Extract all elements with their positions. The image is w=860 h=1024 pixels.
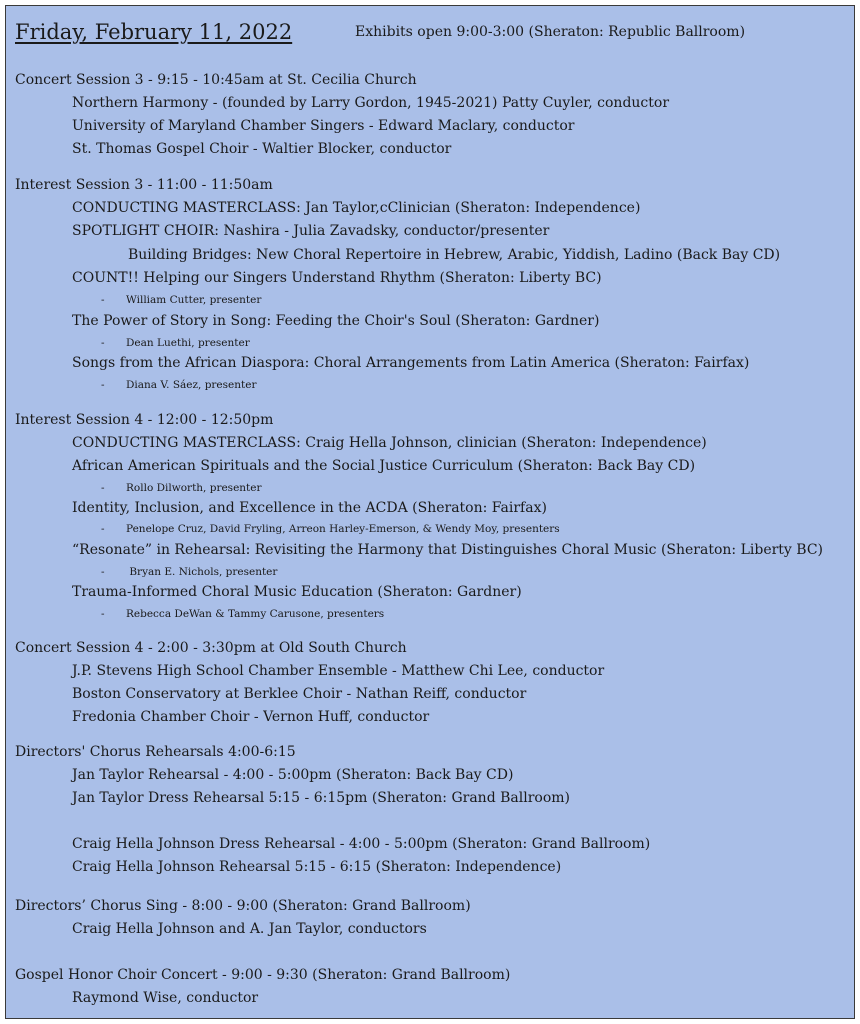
presenter-text: Rebecca DeWan & Tammy Carusone, presenters bbox=[126, 608, 385, 620]
session-heading: Interest Session 4 - 12:00 - 12:50pm bbox=[15, 412, 274, 428]
session-item: The Power of Story in Song: Feeding the Choir's Soul (Sheraton: Gardner) bbox=[72, 313, 600, 329]
session-heading: Directors’ Chorus Sing - 8:00 - 9:00 (Sheraton: Grand Ballroom) bbox=[15, 898, 471, 914]
schedule-page bbox=[5, 5, 855, 1019]
session-item: CONDUCTING MASTERCLASS: Craig Hella Johnson, clinician (Sheraton: Independence) bbox=[72, 435, 707, 451]
presenter-text: Penelope Cruz, David Fryling, Arreon Harley-Emerson, & Wendy Moy, presenters bbox=[126, 523, 560, 535]
presenter-text: Bryan E. Nichols, presenter bbox=[126, 566, 278, 578]
session-item: Craig Hella Johnson Rehearsal 5:15 - 6:15 (Sheraton: Independence) bbox=[72, 859, 562, 875]
session-heading: Concert Session 4 - 2:00 - 3:30pm at Old South Church bbox=[15, 640, 407, 656]
bullet-dash: - bbox=[101, 482, 105, 494]
presenter-text: Dean Luethi, presenter bbox=[126, 337, 250, 349]
session-item: African American Spirituals and the Social Justice Curriculum (Sheraton: Back Bay CD) bbox=[72, 458, 696, 474]
session-item: CONDUCTING MASTERCLASS: Jan Taylor,cClinician (Sheraton: Independence) bbox=[72, 200, 641, 216]
session-item: Fredonia Chamber Choir - Vernon Huff, conductor bbox=[72, 709, 430, 725]
presenter-line bbox=[101, 522, 560, 536]
session-item: Identity, Inclusion, and Excellence in the ACDA (Sheraton: Fairfax) bbox=[72, 500, 547, 516]
session-item: University of Maryland Chamber Singers - Edward Maclary, conductor bbox=[72, 118, 575, 134]
presenter-line bbox=[101, 336, 250, 350]
presenter-text: Diana V. Sáez, presenter bbox=[126, 379, 257, 391]
session-item: Jan Taylor Rehearsal - 4:00 - 5:00pm (Sheraton: Back Bay CD) bbox=[72, 767, 514, 783]
session-heading: Gospel Honor Choir Concert - 9:00 - 9:30 (Sheraton: Grand Ballroom) bbox=[15, 967, 511, 983]
bullet-dash: - bbox=[101, 294, 105, 306]
session-item: Craig Hella Johnson and A. Jan Taylor, conductors bbox=[72, 921, 427, 937]
exhibits-note: Exhibits open 9:00-3:00 (Sheraton: Republic Ballroom) bbox=[355, 24, 746, 40]
session-item: Songs from the African Diaspora: Choral Arrangements from Latin America (Sheraton: Fairfax) bbox=[72, 355, 750, 371]
session-heading: Concert Session 3 - 9:15 - 10:45am at St. Cecilia Church bbox=[15, 72, 417, 88]
session-item: COUNT!! Helping our Singers Understand Rhythm (Sheraton: Liberty BC) bbox=[72, 270, 602, 286]
presenter-line bbox=[101, 565, 277, 579]
presenter-line bbox=[101, 607, 384, 621]
session-item: Northern Harmony - (founded by Larry Gordon, 1945-2021) Patty Cuyler, conductor bbox=[72, 95, 670, 111]
date-title: Friday, February 11, 2022 bbox=[15, 20, 293, 44]
session-item: Trauma-Informed Choral Music Education (Sheraton: Gardner) bbox=[72, 584, 522, 600]
session-item: Raymond Wise, conductor bbox=[72, 990, 259, 1006]
presenter-line bbox=[101, 378, 256, 392]
session-item: St. Thomas Gospel Choir - Waltier Blocker, conductor bbox=[72, 141, 452, 157]
bullet-dash: - bbox=[101, 379, 105, 391]
bullet-dash: - bbox=[101, 608, 105, 620]
session-item: Craig Hella Johnson Dress Rehearsal - 4:00 - 5:00pm (Sheraton: Grand Ballroom) bbox=[72, 836, 651, 852]
presenter-line bbox=[101, 481, 262, 495]
session-item: Building Bridges: New Choral Repertoire in Hebrew, Arabic, Yiddish, Ladino (Back Bay CD) bbox=[128, 247, 781, 263]
bullet-dash: - bbox=[101, 566, 105, 578]
presenter-line bbox=[101, 293, 261, 307]
bullet-dash: - bbox=[101, 523, 105, 535]
session-item: Jan Taylor Dress Rehearsal 5:15 - 6:15pm (Sheraton: Grand Ballroom) bbox=[72, 790, 570, 806]
session-item: “Resonate” in Rehearsal: Revisiting the Harmony that Distinguishes Choral Music (Sheraton: Liberty BC) bbox=[72, 542, 824, 558]
session-item: Boston Conservatory at Berklee Choir - Nathan Reiff, conductor bbox=[72, 686, 527, 702]
session-item: SPOTLIGHT CHOIR: Nashira - Julia Zavadsky, conductor/presenter bbox=[72, 223, 550, 239]
bullet-dash: - bbox=[101, 337, 105, 349]
session-item: J.P. Stevens High School Chamber Ensemble - Matthew Chi Lee, conductor bbox=[72, 663, 605, 679]
session-heading: Directors' Chorus Rehearsals 4:00-6:15 bbox=[15, 744, 296, 760]
session-heading: Interest Session 3 - 11:00 - 11:50am bbox=[15, 177, 273, 193]
presenter-text: William Cutter, presenter bbox=[126, 294, 262, 306]
presenter-text: Rollo Dilworth, presenter bbox=[126, 482, 262, 494]
